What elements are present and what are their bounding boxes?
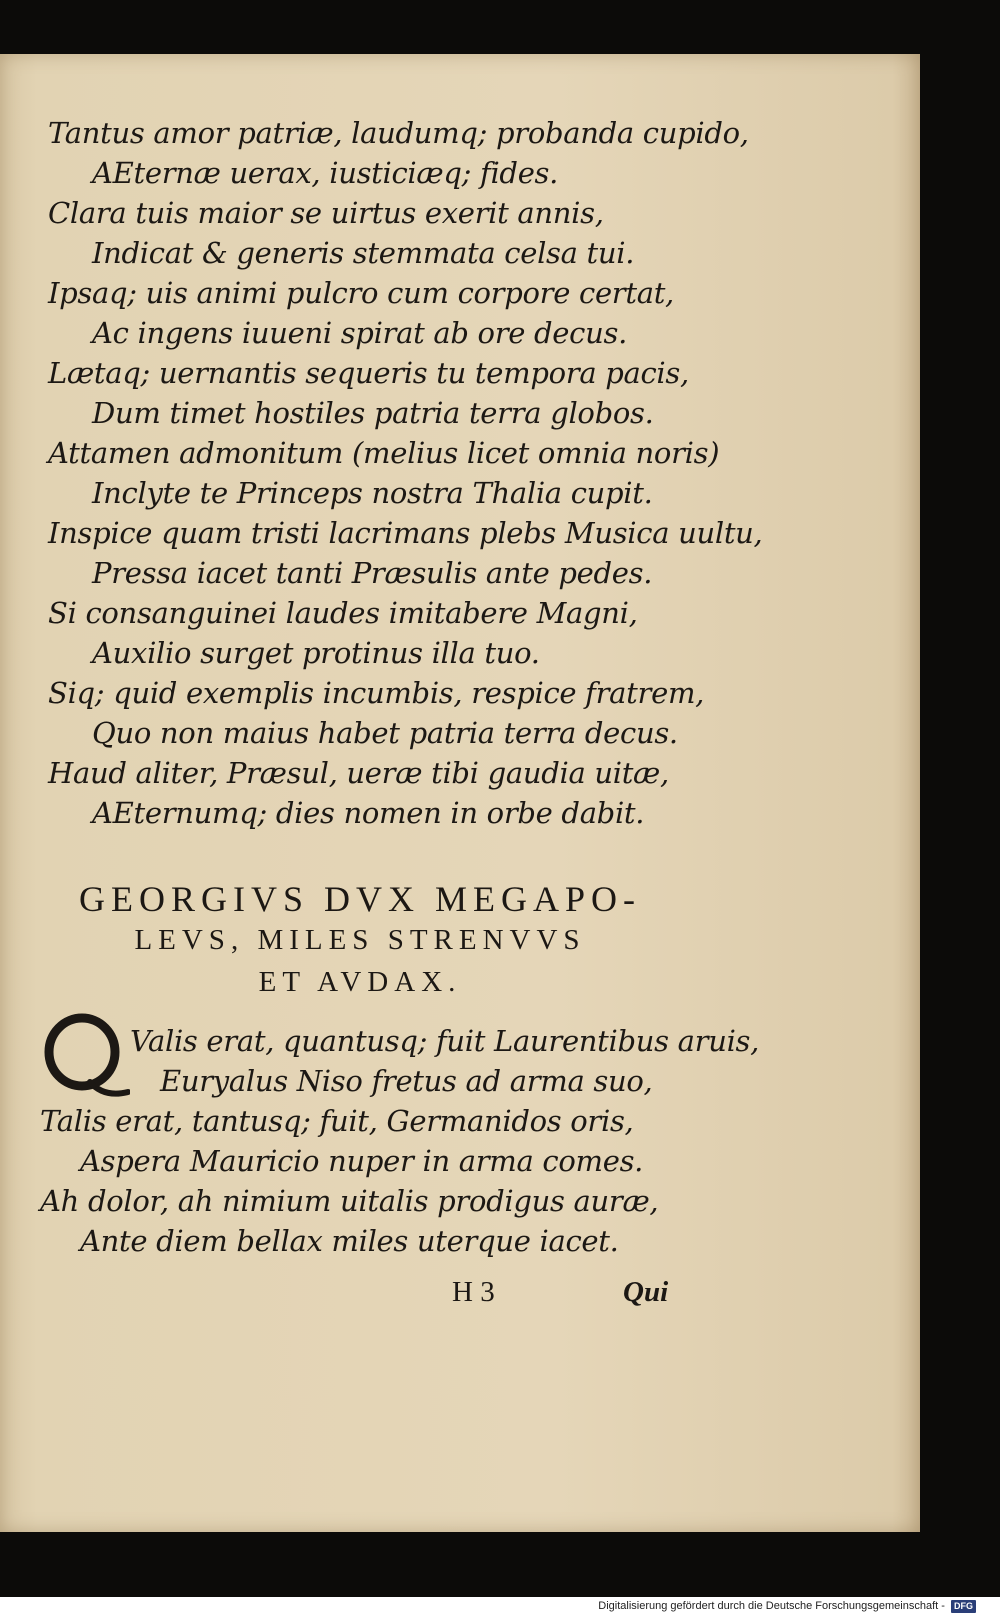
verse-line: Inspice quam tristi lacrimans plebs Musica uultu, [48,516,763,550]
dfg-logo: DFG [951,1600,976,1613]
verse-line: Euryalus Niso fretus ad arma suo, [160,1064,653,1098]
verse-line: Quo non maius habet patria terra decus. [92,716,678,750]
digitization-credit [598,1598,976,1615]
verse-line: Haud aliter, Præsul, ueræ tibi gaudia uitæ, [48,756,669,790]
verse-line: Clara tuis maior se uirtus exerit annis, [48,196,604,230]
book-page [0,54,920,1532]
verse-line: Pressa iacet tanti Præsulis ante pedes. [92,556,653,590]
verse-line: Dum timet hostiles patria terra globos. [92,396,654,430]
verse-line: Tantus amor patriæ, laudumq; probanda cupido, [48,116,749,150]
verse-line: AEternumq; dies nomen in orbe dabit. [92,796,645,830]
credit-text: Digitalisierung gefördert durch die Deutsche Forschungsgemeinschaft - [598,1600,945,1612]
verse-line: Aspera Mauricio nuper in arma comes. [80,1144,644,1178]
signature-mark: H 3 [452,1276,495,1308]
verse-line: AEternæ uerax, iusticiæq; fides. [92,156,559,190]
verse-line: Indicat & generis stemmata celsa tui. [92,236,635,270]
verse-line: Siq; quid exemplis incumbis, respice fratrem, [48,676,705,710]
catchword: Qui [623,1276,669,1308]
verse-line: Ante diem bellax miles uterque iacet. [80,1224,619,1258]
section-heading-line-3: ET AVDAX. [258,966,462,998]
section-heading-line-1: GEORGIVS DVX MEGAPO- [78,879,641,919]
drop-cap-q [42,1012,130,1100]
verse-line: Ac ingens iuueni spirat ab ore decus. [92,316,627,350]
section-heading-line-2: LEVS, MILES STRENVVS [134,924,586,956]
verse-line: Talis erat, tantusq; fuit, Germanidos oris, [40,1104,634,1138]
verse-line: Ah dolor, ah nimium uitalis prodigus auræ, [40,1184,659,1218]
verse-line: Valis erat, quantusq; fuit Laurentibus aruis, [130,1024,760,1058]
verse-line: Ipsaq; uis animi pulcro cum corpore certat, [48,276,674,310]
verse-line: Lætaq; uernantis sequeris tu tempora pacis, [48,356,689,390]
verse-line: Si consanguinei laudes imitabere Magni, [48,596,638,630]
verse-line: Inclyte te Princeps nostra Thalia cupit. [92,476,653,510]
verse-line: Auxilio surget protinus illa tuo. [92,636,540,670]
verse-line: Attamen admonitum (melius licet omnia noris) [48,436,720,470]
